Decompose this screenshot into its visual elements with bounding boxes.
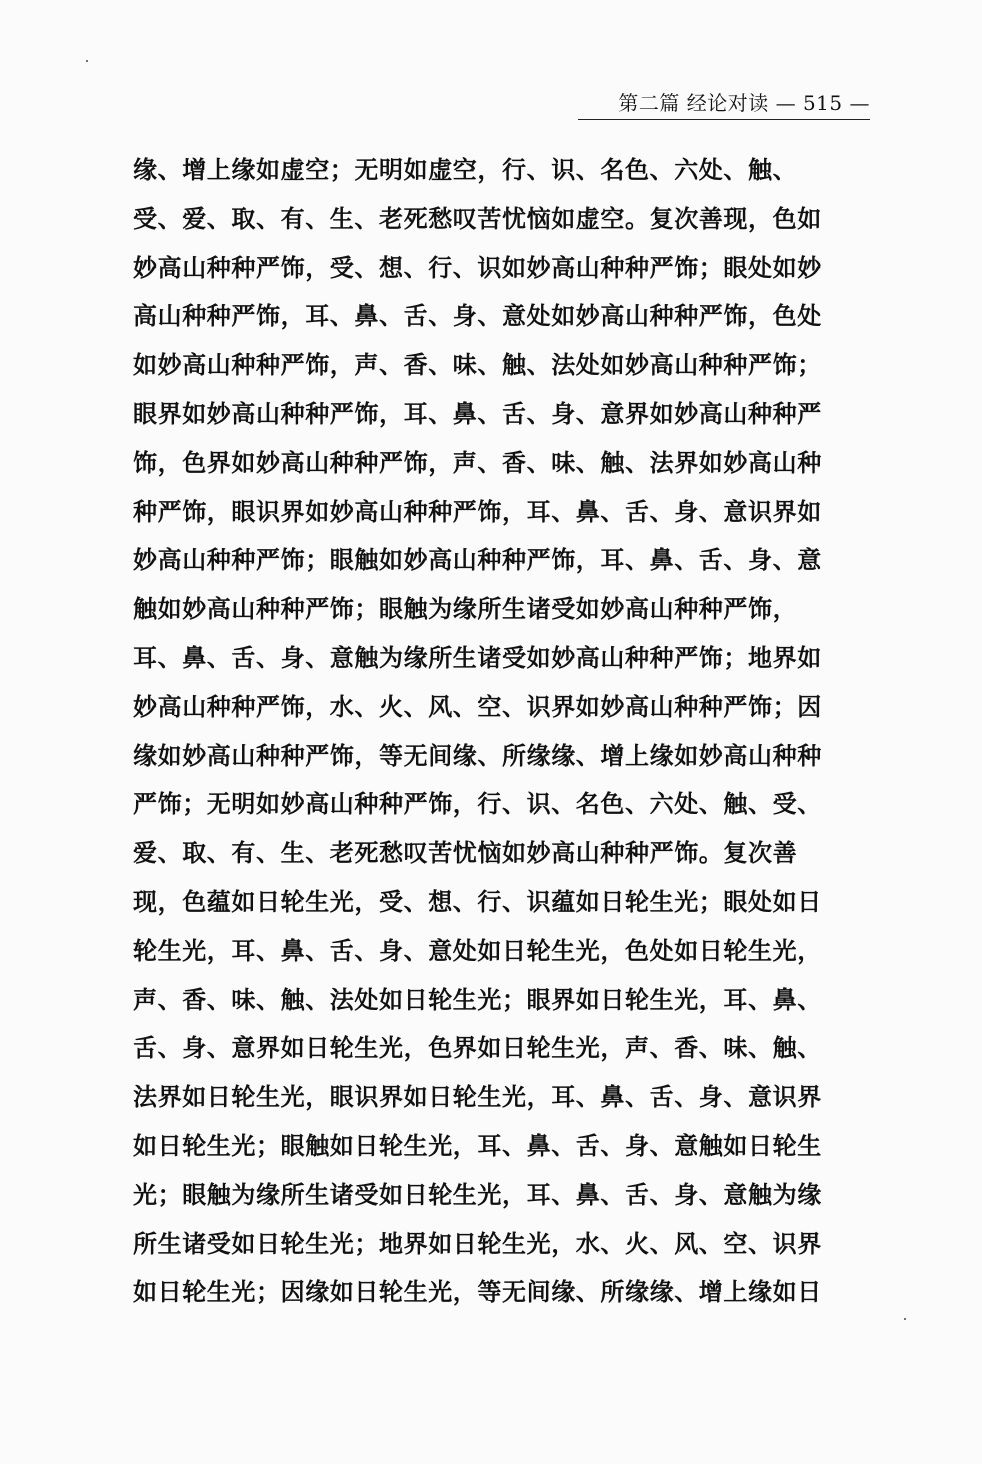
body-text — [133, 146, 873, 1317]
text-line: 高山种种严饰，耳、鼻、舌、身、意处如妙高山种种严饰，色处 — [133, 302, 822, 331]
text-line: 妙高山种种严饰；眼触如妙高山种种严饰，耳、鼻、舌、身、意 — [133, 546, 822, 575]
text-line: 缘、增上缘如虚空；无明如虚空，行、识、名色、六处、触、 — [133, 156, 798, 184]
text-line: 严饰；无明如妙高山种种严饰，行、识、名色、六处、触、受、 — [133, 790, 822, 819]
text-line: 缘如妙高山种种严饰，等无间缘、所缘缘、增上缘如妙高山种种 — [133, 741, 822, 770]
scan-speck — [904, 1318, 906, 1320]
text-line: 法界如日轮生光，眼识界如日轮生光，耳、鼻、舌、身、意识界 — [133, 1083, 822, 1112]
header-text: 第二篇 经论对读 — 515 — — [618, 91, 870, 115]
text-line: 眼界如妙高山种种严饰，耳、鼻、舌、身、意界如妙高山种种严 — [133, 399, 822, 428]
text-line: 舌、身、意界如日轮生光，色界如日轮生光，声、香、味、触、 — [133, 1034, 822, 1063]
text-line: 妙高山种种严饰，水、火、风、空、识界如妙高山种种严饰；因 — [133, 692, 822, 721]
scan-speck — [86, 60, 88, 62]
text-line: 现，色蕴如日轮生光，受、想、行、识蕴如日轮生光；眼处如日 — [133, 887, 822, 916]
text-line: 耳、鼻、舌、身、意触为缘所生诸受如妙高山种种严饰；地界如 — [133, 643, 822, 672]
text-line: 如妙高山种种严饰，声、香、味、触、法处如妙高山种种严饰； — [133, 351, 822, 380]
text-line: 爱、取、有、生、老死愁叹苦忧恼如妙高山种种严饰。复次善 — [133, 839, 798, 868]
text-line: 触如妙高山种种严饰；眼触为缘所生诸受如妙高山种种严饰， — [133, 595, 798, 624]
text-line: 所生诸受如日轮生光；地界如日轮生光，水、火、风、空、识界 — [133, 1229, 822, 1258]
text-line: 饰，色界如妙高山种种严饰，声、香、味、触、法界如妙高山种 — [133, 448, 822, 477]
header-rule — [578, 119, 870, 121]
text-line: 光；眼触为缘所生诸受如日轮生光，耳、鼻、舌、身、意触为缘 — [133, 1180, 822, 1209]
text-line: 如日轮生光；因缘如日轮生光，等无间缘、所缘缘、增上缘如日 — [133, 1278, 822, 1307]
text-line: 声、香、味、触、法处如日轮生光；眼界如日轮生光，耳、鼻、 — [133, 985, 822, 1014]
text-line: 轮生光，耳、鼻、舌、身、意处如日轮生光，色处如日轮生光， — [133, 936, 822, 965]
text-line: 受、爱、取、有、生、老死愁叹苦忧恼如虚空。复次善现，色如 — [133, 204, 822, 233]
text-line: 种严饰，眼识界如妙高山种种严饰，耳、鼻、舌、身、意识界如 — [133, 497, 822, 526]
running-header — [578, 90, 870, 120]
text-line: 如日轮生光；眼触如日轮生光，耳、鼻、舌、身、意触如日轮生 — [133, 1131, 822, 1160]
text-line: 妙高山种种严饰，受、想、行、识如妙高山种种严饰；眼处如妙 — [133, 253, 822, 282]
